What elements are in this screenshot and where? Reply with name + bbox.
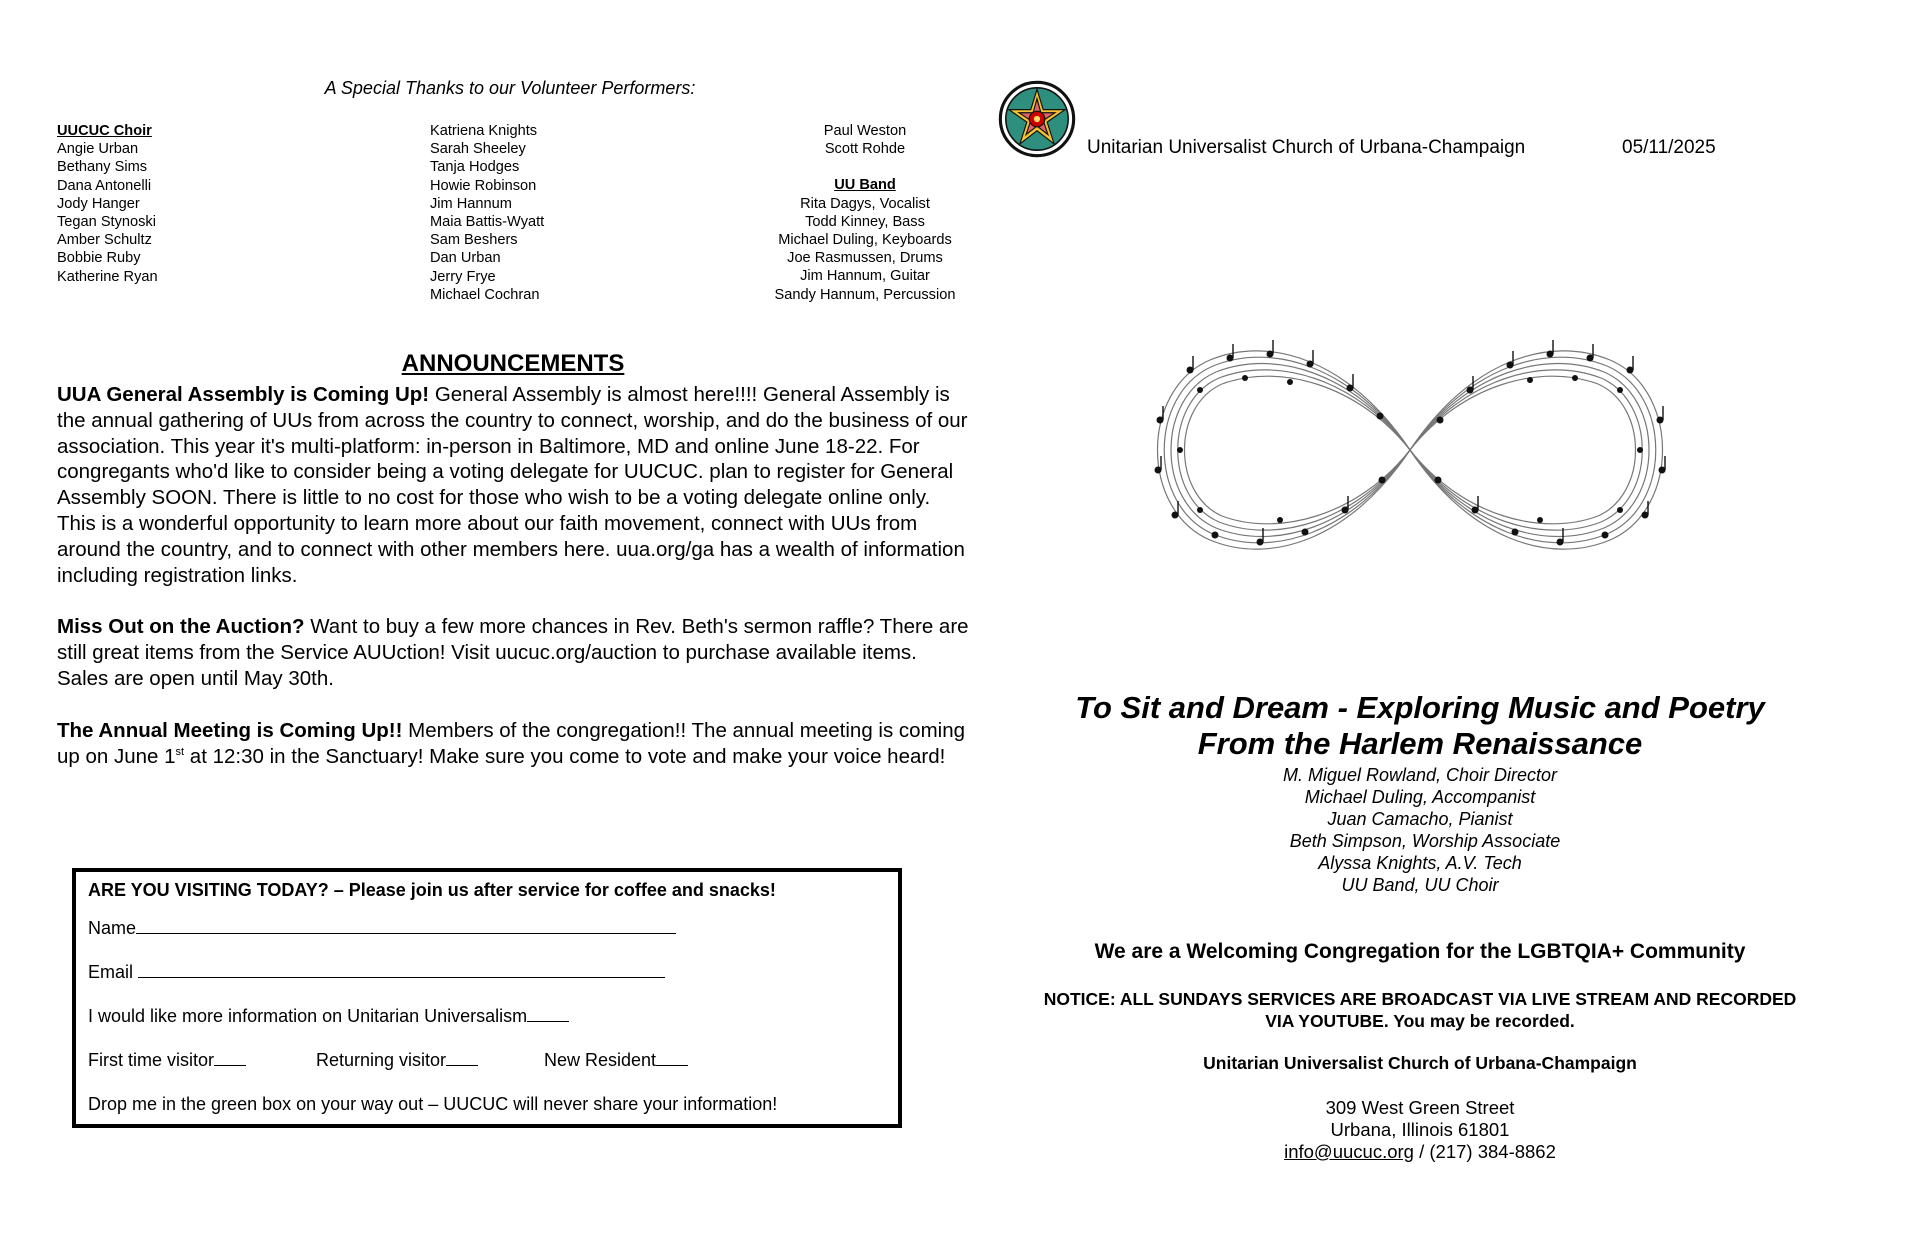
email-label: Email <box>88 962 139 982</box>
visitor-drop-note: Drop me in the green box on your way out – UUCUC will never share your information! <box>88 1094 778 1114</box>
performer-name: Maia Battis-Wyatt <box>430 214 545 231</box>
credit-line: Alyssa Knights, A.V. Tech <box>1318 853 1522 873</box>
credit-line: Juan Camacho, Pianist <box>1327 809 1513 829</box>
performer-name: Jody Hanger <box>57 195 140 212</box>
broadcast-notice <box>1000 988 1840 1032</box>
performer-name: Bobbie Ruby <box>57 250 141 267</box>
band-member: Jim Hannum, Guitar <box>800 268 930 285</box>
announcement-title: Miss Out on the Auction? <box>57 615 305 639</box>
band-column <box>740 122 990 304</box>
announcements-body <box>57 382 972 795</box>
church-logo-icon <box>998 80 1076 158</box>
performer-name: Katherine Ryan <box>57 268 158 285</box>
name-field[interactable] <box>136 919 676 934</box>
ordinal-suffix: st <box>175 745 185 758</box>
sermon-title <box>1000 690 1840 762</box>
band-heading: UU Band <box>834 177 896 194</box>
performer-name: Dan Urban <box>430 250 501 267</box>
credit-line: M. Miguel Rowland, Choir Director <box>1282 765 1558 785</box>
volunteer-thanks-heading: A Special Thanks to our Volunteer Performers: <box>324 78 696 98</box>
band-member: Joe Rasmussen, Drums <box>787 250 943 267</box>
church-address <box>1000 1097 1840 1163</box>
address-line: Urbana, Illinois 61801 <box>1330 1119 1510 1140</box>
service-date: 05/11/2025 <box>1622 137 1716 158</box>
sermon-title-line: To Sit and Dream - Exploring Music and Poetry <box>1075 690 1765 725</box>
email-field[interactable] <box>138 963 665 978</box>
performer-name: Paul Weston <box>823 123 907 139</box>
address-line: 309 West Green Street <box>1325 1097 1515 1118</box>
performer-name: Sam Beshers <box>430 232 518 249</box>
announcement-title: The Annual Meeting is Coming Up!! <box>57 718 403 742</box>
credit-line: UU Band, UU Choir <box>1341 875 1499 895</box>
band-member: Rita Dagys, Vocalist <box>800 195 930 212</box>
announcement-title: UUA General Assembly is Coming Up! <box>57 383 430 406</box>
choir-heading: UUCUC Choir <box>57 123 152 139</box>
visitor-card <box>72 868 902 1128</box>
first-time-field[interactable] <box>214 1051 246 1066</box>
performer-name: Tanja Hodges <box>430 159 520 176</box>
announcement-text: Members of the congregation!! The annual meeting is coming up on June 1 <box>57 718 966 768</box>
band-member: Sandy Hannum, Percussion <box>774 286 956 303</box>
new-resident-label: New Resident <box>544 1050 657 1070</box>
notice-line: VIA YOUTUBE. You may be recorded. <box>1265 1011 1575 1031</box>
performer-name: Dana Antonelli <box>57 177 152 194</box>
sermon-title-line: From the Harlem Renaissance <box>1197 726 1643 761</box>
contact-line <box>1000 1141 1840 1163</box>
performer-name: Bethany Sims <box>57 159 148 176</box>
email-link[interactable]: info@uucuc.org <box>1284 1141 1414 1162</box>
performer-name: Jerry Frye <box>430 268 496 285</box>
announcement-text: Want to buy a few more chances in Rev. Beth's sermon raffle? There are still great items from the Service AUUction! Visit uucuc.org/auction to purchase available items. Sales are open until May 30th. <box>57 615 969 690</box>
first-time-option <box>88 1050 316 1071</box>
credit-line: Beth Simpson, Worship Associate <box>1289 831 1561 851</box>
phone-number: / (217) 384-8862 <box>1413 1141 1556 1162</box>
performer-name: Scott Rohde <box>824 141 906 158</box>
performer-name: Jim Hannum <box>430 195 512 212</box>
performer-name: Amber Schultz <box>57 232 152 249</box>
visitor-email-row <box>88 962 898 1006</box>
band-member: Michael Duling, Keyboards <box>778 232 952 249</box>
choir-column-1 <box>57 122 158 286</box>
choir-column-2 <box>430 122 544 304</box>
visitor-info-row <box>88 1006 898 1050</box>
announcement-general-assembly <box>57 382 972 588</box>
performer-name: Michael Cochran <box>430 286 540 303</box>
announcement-annual-meeting <box>57 718 972 770</box>
visitor-card-heading: ARE YOU VISITING TODAY? – Please join us after service for coffee and snacks! <box>88 880 776 900</box>
more-info-label: I would like more information on Unitarian Universalism <box>88 1006 528 1026</box>
announcement-text: General Assembly is almost here!!!! General Assembly is the annual gathering of UUs from across the country to connect, worship, and do the business of our association. This year it's multi-platform: in-person in Baltimore, MD and online June 18-22. For congregants who'd like to consider being a voting delegate for UUCUC. plan to register for General Assembly SOON. There is little to no cost for those who wish to be a voting delegate online only. This is a wonderful opportunity to learn more about our faith movement, connect with UUs from around the country, and to connect with other members here. uua.org/ga has a wealth of information including registration links. <box>57 383 968 587</box>
visitor-type-row <box>88 1050 898 1094</box>
returning-label: Returning visitor <box>316 1050 447 1070</box>
first-time-label: First time visitor <box>88 1050 214 1070</box>
band-member: Todd Kinney, Bass <box>805 213 925 230</box>
performer-name: Howie Robinson <box>430 177 537 194</box>
name-label: Name <box>88 918 137 938</box>
performer-name: Angie Urban <box>57 141 139 158</box>
performer-name: Sarah Sheeley <box>430 141 526 158</box>
service-credits <box>1000 764 1840 896</box>
returning-option <box>316 1050 544 1071</box>
returning-field[interactable] <box>446 1051 478 1066</box>
announcement-text: at 12:30 in the Sanctuary! Make sure you come to vote and make your voice heard! <box>184 744 946 768</box>
new-resident-option <box>544 1050 688 1071</box>
more-info-field[interactable] <box>527 1007 569 1022</box>
new-resident-field[interactable] <box>656 1051 688 1066</box>
announcement-auction <box>57 614 972 691</box>
notice-line: NOTICE: ALL SUNDAYS SERVICES ARE BROADCAST VIA LIVE STREAM AND RECORDED <box>1043 989 1797 1009</box>
visitor-name-row <box>88 918 898 962</box>
performer-name: Tegan Stynoski <box>57 214 156 231</box>
church-name-header: Unitarian Universalist Church of Urbana-Champaign <box>1087 137 1526 158</box>
performer-name: Katriena Knights <box>430 123 538 139</box>
musical-infinity-icon <box>1120 320 1700 580</box>
welcoming-congregation-statement: We are a Welcoming Congregation for the LGBTQIA+ Community <box>1094 940 1746 963</box>
credit-line: Michael Duling, Accompanist <box>1304 787 1536 807</box>
announcements-title: ANNOUNCEMENTS <box>401 350 625 377</box>
footer-church-name: Unitarian Universalist Church of Urbana-Champaign <box>1203 1053 1637 1073</box>
